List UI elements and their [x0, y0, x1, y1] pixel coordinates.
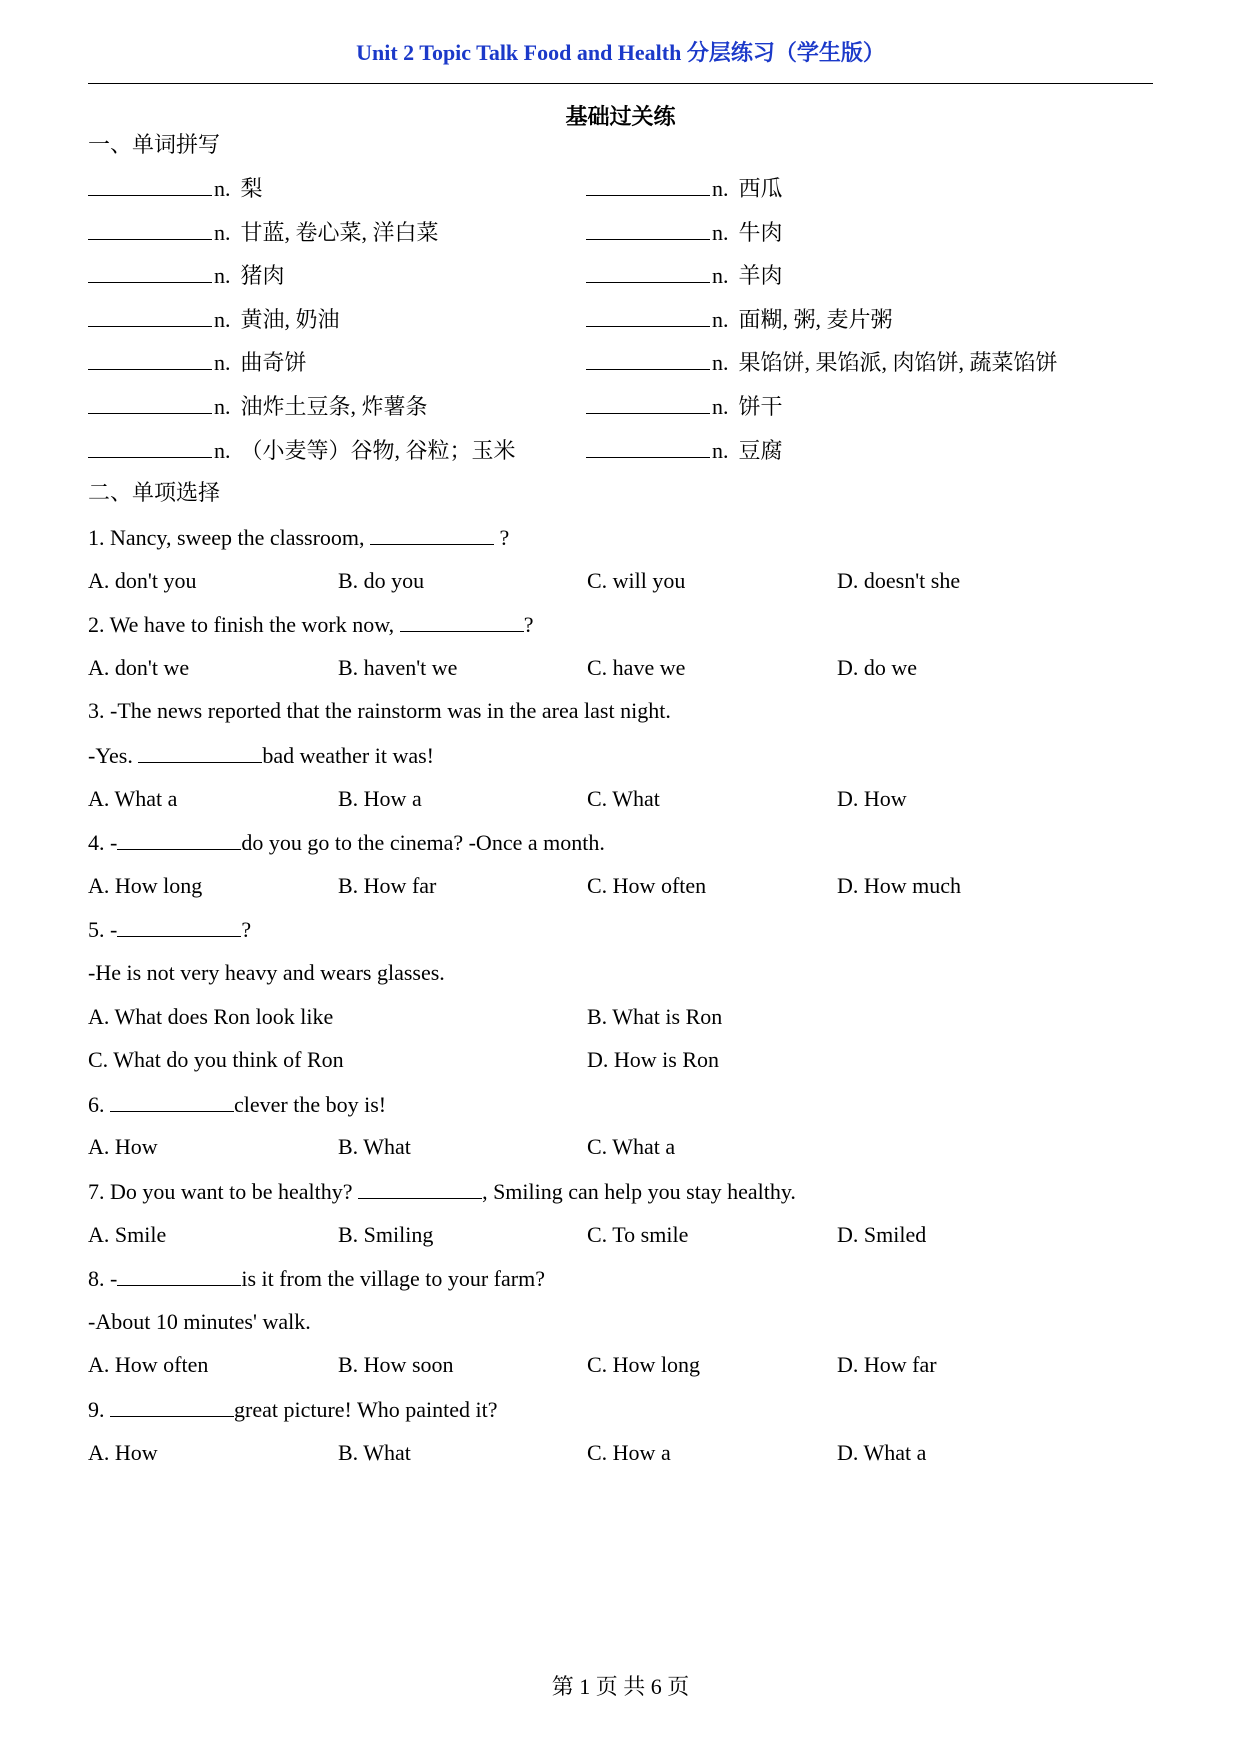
question-text — [88, 958, 445, 988]
part-of-speech: n. — [214, 176, 231, 201]
option-d[interactable]: D. How — [837, 785, 907, 811]
option-d[interactable]: D. How is Ron — [587, 1047, 720, 1073]
part-of-speech: n. — [712, 263, 729, 289]
option-a[interactable]: A. don't we — [88, 654, 190, 680]
question-text — [88, 1394, 497, 1425]
word-meaning: 豆腐 — [738, 437, 783, 463]
option-c[interactable]: C. will you — [587, 567, 686, 593]
answer-blank[interactable] — [586, 304, 710, 327]
vocab-row — [88, 347, 1168, 377]
question-text — [88, 1089, 386, 1120]
option-d[interactable]: D. Smiled — [837, 1221, 927, 1247]
part-of-speech: n. — [214, 263, 231, 289]
question-stem-after: clever the boy is! — [234, 1091, 387, 1117]
question-text — [88, 740, 434, 771]
vocab-item — [586, 435, 783, 466]
answer-blank[interactable] — [586, 217, 710, 240]
question-stem-after: is it from the village to your farm? — [241, 1266, 545, 1292]
part-of-speech: n. — [712, 176, 729, 201]
part-of-speech: n. — [214, 306, 231, 332]
question-stem-after: ? — [494, 525, 510, 550]
answer-blank[interactable] — [586, 347, 710, 370]
option-b[interactable]: B. How far — [338, 872, 437, 898]
word-meaning: 牛肉 — [738, 219, 783, 245]
vocab-item — [586, 260, 783, 291]
page-footer: 第 1 页 共 6 页 — [551, 1674, 690, 1699]
question-line: -About 10 minutes' walk. — [88, 1308, 311, 1334]
question-text — [88, 696, 671, 726]
question-stem-after: ? — [241, 917, 252, 943]
question-text — [88, 609, 533, 640]
option-c[interactable]: C. What a — [587, 1134, 676, 1160]
part-of-speech: n. — [712, 350, 729, 376]
vocab-row — [88, 260, 1168, 290]
question-text — [88, 522, 509, 553]
question-stem-before: 9. — [88, 1397, 110, 1422]
answer-blank[interactable] — [88, 173, 212, 196]
options-row — [88, 1220, 1168, 1250]
answer-blank[interactable] — [110, 1394, 234, 1417]
options-row — [88, 566, 1168, 596]
word-meaning: 梨 — [240, 176, 263, 201]
vocab-row — [88, 217, 1168, 247]
answer-blank[interactable] — [358, 1176, 482, 1199]
options-row — [88, 1438, 1168, 1468]
word-meaning: 面糊, 粥, 麦片粥 — [738, 306, 893, 332]
options-row — [88, 1002, 1168, 1032]
question-stem-after: do you go to the cinema? -Once a month. — [241, 830, 605, 856]
option-d[interactable]: D. What a — [837, 1439, 927, 1465]
option-b[interactable]: B. haven't we — [338, 654, 458, 680]
question-stem-before: 7. Do you want to be healthy? — [88, 1179, 359, 1204]
vocab-row — [88, 391, 1168, 421]
question-text — [88, 1176, 796, 1207]
answer-blank[interactable] — [117, 827, 241, 850]
part-of-speech: n. — [712, 306, 729, 332]
word-meaning: 果馅饼, 果馅派, 肉馅饼, 蔬菜馅饼 — [738, 350, 1058, 376]
question-stem-after: bad weather it was! — [262, 743, 434, 768]
option-d[interactable]: D. How far — [837, 1352, 937, 1378]
word-meaning: 甘蓝, 卷心菜, 洋白菜 — [240, 219, 439, 245]
answer-blank[interactable] — [88, 304, 212, 327]
option-c[interactable]: C. How often — [587, 872, 707, 898]
option-a[interactable]: A. Smile — [88, 1221, 167, 1247]
option-a[interactable]: A. How long — [88, 872, 203, 898]
answer-blank[interactable] — [117, 1263, 241, 1286]
option-a[interactable]: A. How — [88, 1439, 158, 1465]
question-stem-before: 5. - — [88, 917, 118, 943]
part2-heading: 二、单项选择 — [88, 480, 221, 505]
header-divider — [88, 83, 1153, 84]
option-c[interactable]: C. have we — [587, 654, 686, 680]
question-stem-after: ? — [523, 612, 534, 638]
question-line: -He is not very heavy and wears glasses. — [88, 960, 445, 985]
answer-blank[interactable] — [586, 391, 710, 414]
option-c[interactable]: C. What do you think of Ron — [88, 1047, 344, 1073]
answer-blank[interactable] — [88, 391, 212, 414]
part-of-speech: n. — [214, 437, 231, 463]
word-meaning: 饼干 — [738, 394, 783, 419]
question-stem-after: , Smiling can help you stay healthy. — [482, 1179, 796, 1204]
section-title: 基础过关练 — [565, 104, 676, 129]
option-c[interactable]: C. How a — [587, 1439, 671, 1465]
answer-blank[interactable] — [586, 173, 710, 196]
option-d[interactable]: D. doesn't she — [837, 567, 961, 593]
part-of-speech: n. — [214, 394, 231, 419]
option-a[interactable]: A. How often — [88, 1352, 209, 1378]
option-c[interactable]: C. To smile — [587, 1221, 689, 1247]
vocab-item — [586, 347, 1058, 378]
answer-blank[interactable] — [88, 260, 212, 283]
question-stem-after: great picture! Who painted it? — [234, 1397, 498, 1422]
part-of-speech: n. — [214, 219, 231, 245]
answer-blank[interactable] — [117, 914, 241, 937]
vocab-item — [586, 217, 783, 248]
option-b[interactable]: B. What is Ron — [587, 1003, 723, 1029]
word-meaning: 西瓜 — [738, 176, 783, 201]
part-of-speech: n. — [214, 350, 231, 376]
option-b[interactable]: B. do you — [338, 567, 425, 593]
option-a[interactable]: A. What a — [88, 785, 178, 811]
vocab-item — [586, 391, 783, 422]
answer-blank[interactable] — [586, 435, 710, 458]
question-stem-before: 1. Nancy, sweep the classroom, — [88, 525, 371, 550]
options-row — [88, 784, 1168, 814]
option-a[interactable]: A. How — [88, 1134, 158, 1160]
vocab-item — [88, 217, 439, 248]
word-meaning: 油炸土豆条, 炸薯条 — [240, 394, 428, 419]
answer-blank[interactable] — [88, 347, 212, 370]
vocab-item — [88, 173, 263, 204]
option-c[interactable]: C. What — [587, 785, 660, 811]
vocab-item — [88, 260, 285, 291]
options-row — [88, 1350, 1168, 1380]
question-text — [88, 827, 605, 858]
option-b[interactable]: B. How a — [338, 785, 422, 811]
answer-blank[interactable] — [586, 260, 710, 283]
vocab-row — [88, 435, 1168, 465]
vocab-item — [88, 435, 516, 466]
part-of-speech: n. — [712, 437, 729, 463]
option-b[interactable]: B. What — [338, 1134, 411, 1160]
part-of-speech: n. — [712, 219, 729, 245]
question-stem-before: 4. - — [88, 830, 118, 856]
word-meaning: 曲奇饼 — [240, 350, 307, 376]
answer-blank[interactable] — [88, 217, 212, 240]
question-stem-before: 8. - — [88, 1266, 118, 1292]
answer-blank[interactable] — [138, 740, 262, 763]
word-meaning: 猪肉 — [240, 263, 285, 289]
option-d[interactable]: D. How much — [837, 872, 962, 898]
options-row — [88, 871, 1168, 901]
option-b[interactable]: B. Smiling — [338, 1221, 434, 1247]
vocab-item — [586, 173, 783, 204]
question-text — [88, 1307, 311, 1337]
word-meaning: （小麦等）谷物, 谷粒；玉米 — [240, 437, 516, 463]
option-a[interactable]: A. don't you — [88, 567, 197, 593]
vocab-item — [88, 347, 307, 378]
vocab-item — [88, 391, 428, 422]
part1-heading: 一、单词拼写 — [88, 132, 221, 157]
part-of-speech: n. — [712, 394, 729, 419]
question-stem-before: 6. — [88, 1091, 110, 1117]
options-row — [88, 1045, 1168, 1075]
answer-blank[interactable] — [88, 435, 212, 458]
options-row — [88, 1132, 1168, 1162]
question-stem-before: -Yes. — [88, 743, 139, 768]
document-title: Unit 2 Topic Talk Food and Health 分层练习（学生版） — [356, 40, 885, 65]
option-a[interactable]: A. What does Ron look like — [88, 1003, 334, 1029]
word-meaning: 羊肉 — [738, 263, 783, 289]
option-b[interactable]: B. What — [338, 1439, 411, 1465]
option-c[interactable]: C. How long — [587, 1352, 701, 1378]
answer-blank[interactable] — [370, 522, 494, 545]
question-stem-before: 2. We have to finish the work now, — [88, 612, 400, 638]
option-b[interactable]: B. How soon — [338, 1352, 454, 1378]
question-line: 3. -The news reported that the rainstorm was in the area last night. — [88, 698, 671, 724]
answer-blank[interactable] — [110, 1089, 234, 1112]
question-text — [88, 1263, 545, 1294]
vocab-item — [88, 304, 340, 335]
vocab-item — [586, 304, 893, 335]
question-text — [88, 914, 251, 945]
options-row — [88, 653, 1168, 683]
word-meaning: 黄油, 奶油 — [240, 306, 340, 332]
vocab-row — [88, 173, 1168, 203]
answer-blank[interactable] — [400, 609, 524, 632]
vocab-row — [88, 304, 1168, 334]
option-d[interactable]: D. do we — [837, 654, 918, 680]
